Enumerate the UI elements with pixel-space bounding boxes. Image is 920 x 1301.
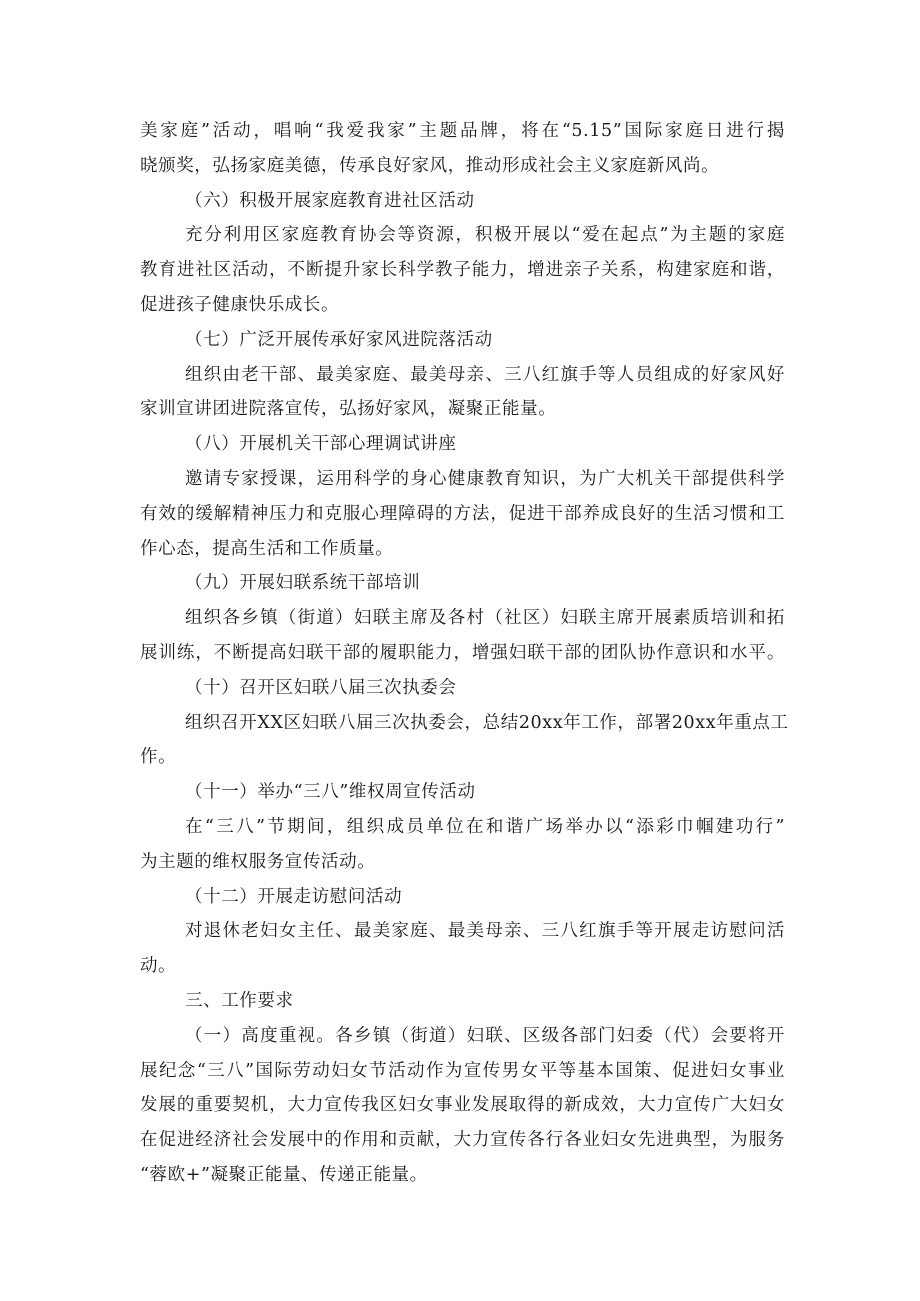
paragraph-start-line: （十）召开区妇联八届三次执委会 — [185, 677, 457, 698]
paragraph-line: 有效的缓解精神压力和克服心理障碍的方法，促进干部养成良好的生活习惯和工 — [140, 503, 785, 524]
paragraph-start-line: （八）开展机关干部心理调试讲座 — [185, 434, 457, 455]
paragraph-start-line: （十一）举办“三八”维权周宣传活动 — [185, 782, 476, 803]
paragraph-line: 为主题的维权服务宣传活动。 — [140, 851, 376, 872]
paragraph-line: 美家庭”活动，唱响“我爱我家”主题品牌，将在“5.15”国际家庭日进行揭 — [140, 121, 785, 141]
paragraph-line: 家训宣讲团进院落宣传，弘扬好家风，凝聚正能量。 — [140, 399, 557, 420]
paragraph-start-line: （六）积极开展家庭教育进社区活动 — [185, 190, 475, 211]
paragraph-start-line: 三、工作要求 — [185, 990, 294, 1011]
paragraph-line: “蓉欧+”凝聚正能量、传递正能量。 — [140, 1164, 428, 1185]
paragraph-start-line: 组织各乡镇（街道）妇联主席及各村（社区）妇联主席开展素质培训和拓 — [185, 608, 785, 629]
paragraph-line: 在促进经济社会发展中的作用和贡献，大力宣传各行各业妇女先进典型，为服务 — [140, 1130, 785, 1151]
paragraph-start-line: 在“三八”节期间，组织成员单位在和谐广场举办以“添彩巾帼建功行” — [185, 816, 785, 837]
paragraph-start-line: （九）开展妇联系统干部培训 — [185, 573, 421, 594]
paragraph-line: 作。 — [140, 747, 177, 768]
paragraph-line: 动。 — [140, 956, 177, 977]
paragraph-start-line: （十二）开展走访慰问活动 — [185, 886, 403, 907]
paragraph-start-line: 组织召开XX区妇联八届三次执委会，总结20xx年工作，部署20xx年重点工 — [185, 712, 789, 733]
paragraph-start-line: 邀请专家授课，运用科学的身心健康教育知识，为广大机关干部提供科学 — [185, 468, 785, 489]
paragraph-start-line: 组织由老干部、最美家庭、最美母亲、三八红旗手等人员组成的好家风好 — [185, 364, 785, 385]
paragraph-start-line: （一）高度重视。各乡镇（街道）妇联、区级各部门妇委（代）会要将开 — [185, 1025, 785, 1046]
paragraph-line: 教育进社区活动，不断提升家长科学教子能力，增进亲子关系，构建家庭和谐， — [140, 260, 785, 281]
paragraph-line: 促进孩子健康快乐成长。 — [140, 294, 340, 315]
paragraph-start-line: 充分利用区家庭教育协会等资源，积极开展以“爱在起点”为主题的家庭 — [185, 225, 785, 246]
paragraph-start-line: （七）广泛开展传承好家风进院落活动 — [185, 329, 493, 350]
paragraph-line: 发展的重要契机，大力宣传我区妇女事业发展取得的新成效，大力宣传广大妇女 — [140, 1095, 785, 1116]
document-body — [140, 114, 789, 1193]
paragraph-line: 展纪念“三八”国际劳动妇女节活动作为宣传男女平等基本国策、促进妇女事业 — [140, 1060, 785, 1081]
paragraph-start-line: 对退休老妇女主任、最美家庭、最美母亲、三八红旗手等开展走访慰问活 — [185, 921, 785, 942]
paragraph-line: 作心态，提高生活和工作质量。 — [140, 538, 394, 559]
paragraph-line: 展训练，不断提高妇联干部的履职能力，增强妇联干部的团队协作意识和水平。 — [140, 642, 785, 663]
paragraph-line: 晓颁奖，弘扬家庭美德，传承良好家风，推动形成社会主义家庭新风尚。 — [140, 155, 720, 176]
